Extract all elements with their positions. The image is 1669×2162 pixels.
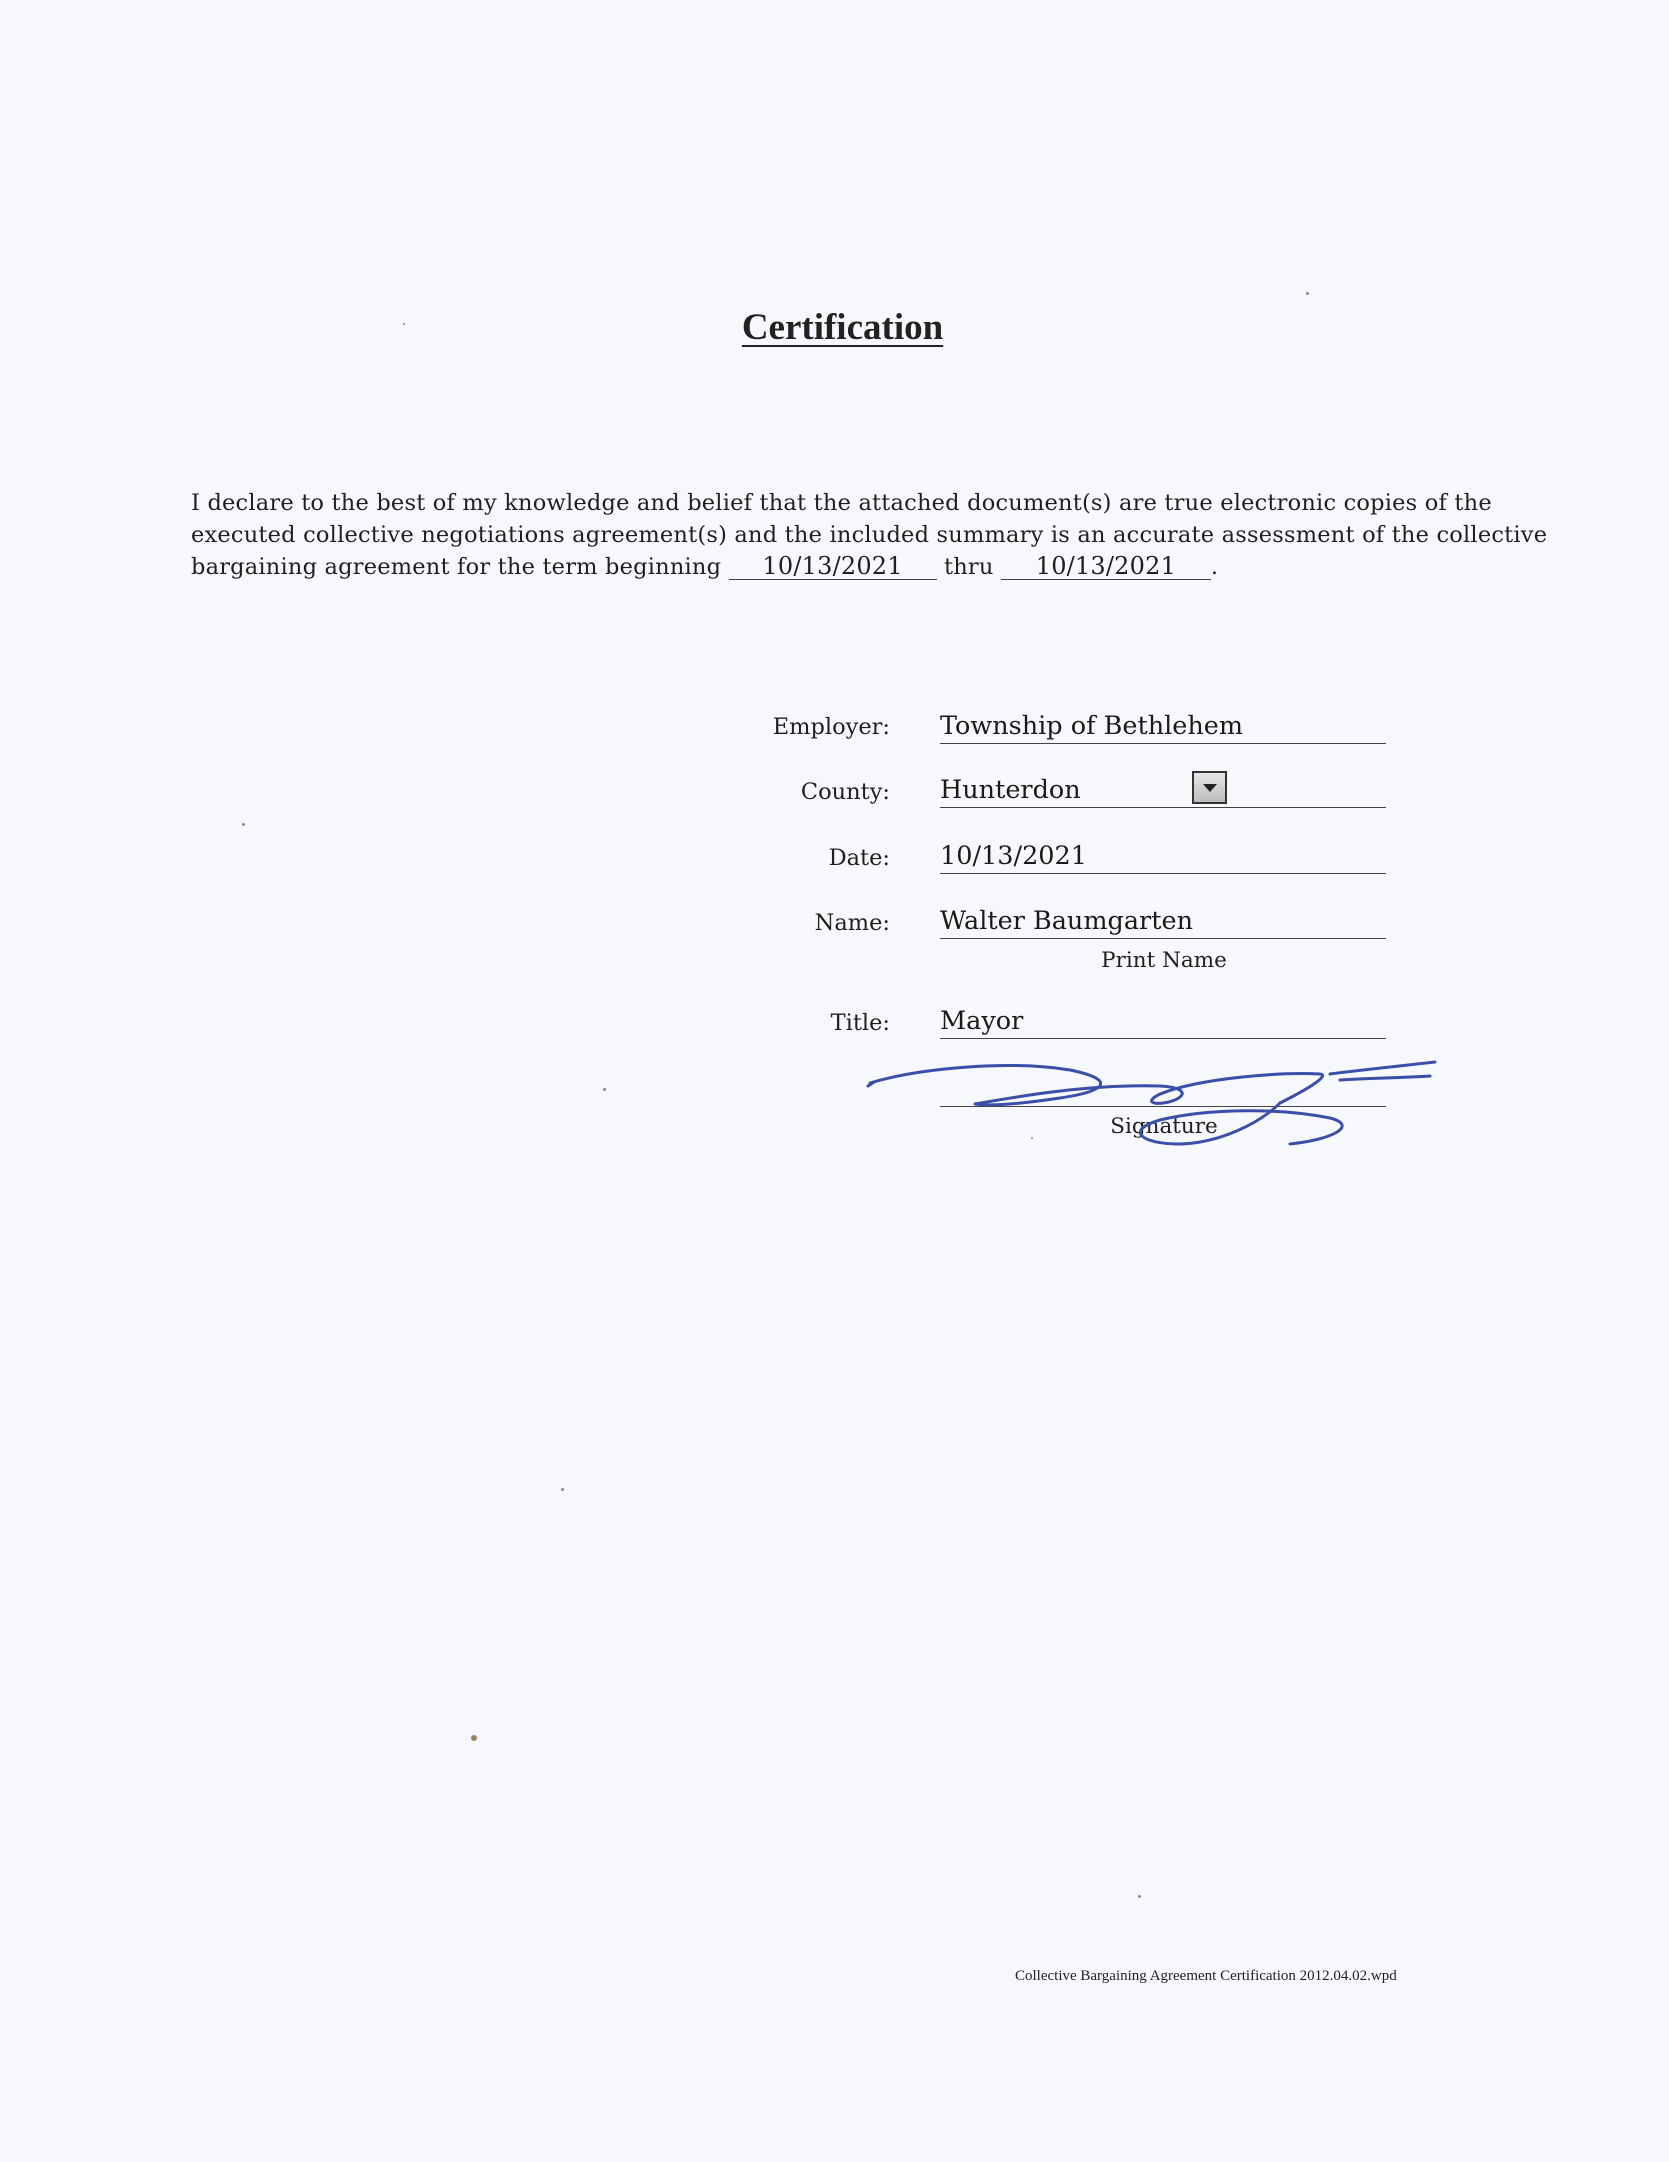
scan-speck (403, 323, 405, 325)
declaration-line-1: I declare to the best of my knowledge and belief that the attached document(s) are true electronic copies of the (191, 490, 1492, 516)
name-label: Name: (814, 910, 890, 936)
signature-stroke-1 (870, 1066, 1323, 1105)
footer-filename: Collective Bargaining Agreement Certification 2012.04.02.wpd (1015, 1968, 1397, 1984)
thru-label: thru (943, 554, 994, 580)
page-title: Certification (741, 307, 944, 348)
scan-speck (242, 823, 245, 826)
signature-stroke-4 (1340, 1076, 1430, 1080)
declaration-paragraph (191, 487, 1548, 583)
title-label: Title: (830, 1010, 890, 1036)
county-label: County: (800, 779, 890, 805)
term-begin-field[interactable]: 10/13/2021 (729, 553, 937, 580)
term-end-field[interactable]: 10/13/2021 (1001, 553, 1211, 580)
title-field[interactable]: Mayor (940, 1003, 1386, 1039)
scan-speck (471, 1735, 477, 1741)
county-dropdown-button[interactable] (1192, 771, 1227, 804)
chevron-down-icon (1203, 784, 1217, 792)
employer-label: Employer: (772, 714, 890, 740)
county-selected-value: Hunterdon (940, 775, 1081, 805)
signature-caption: Signature (1110, 1114, 1218, 1139)
scan-speck (603, 1088, 606, 1091)
date-label: Date: (828, 845, 890, 871)
print-name-caption: Print Name (1101, 948, 1227, 973)
scan-speck (561, 1488, 564, 1491)
scan-speck (1138, 1895, 1141, 1898)
declaration-line-3 (191, 551, 1491, 583)
employer-field[interactable]: Township of Bethlehem (940, 708, 1386, 744)
signature-stroke-2 (1140, 1103, 1342, 1144)
county-select[interactable] (940, 772, 1386, 808)
scan-speck (1031, 1137, 1033, 1139)
handwritten-signature[interactable] (860, 1048, 1440, 1152)
signature-stroke-3 (1330, 1062, 1435, 1074)
end-period: . (1210, 554, 1219, 580)
name-field[interactable]: Walter Baumgarten (940, 903, 1386, 939)
declaration-line-2: executed collective negotiations agreement(s) and the included summary is an accurate assessment of the collective (191, 522, 1548, 548)
scan-speck (1306, 292, 1309, 295)
date-field[interactable]: 10/13/2021 (940, 838, 1386, 874)
declaration-line-3-prefix: bargaining agreement for the term beginning (191, 554, 722, 580)
